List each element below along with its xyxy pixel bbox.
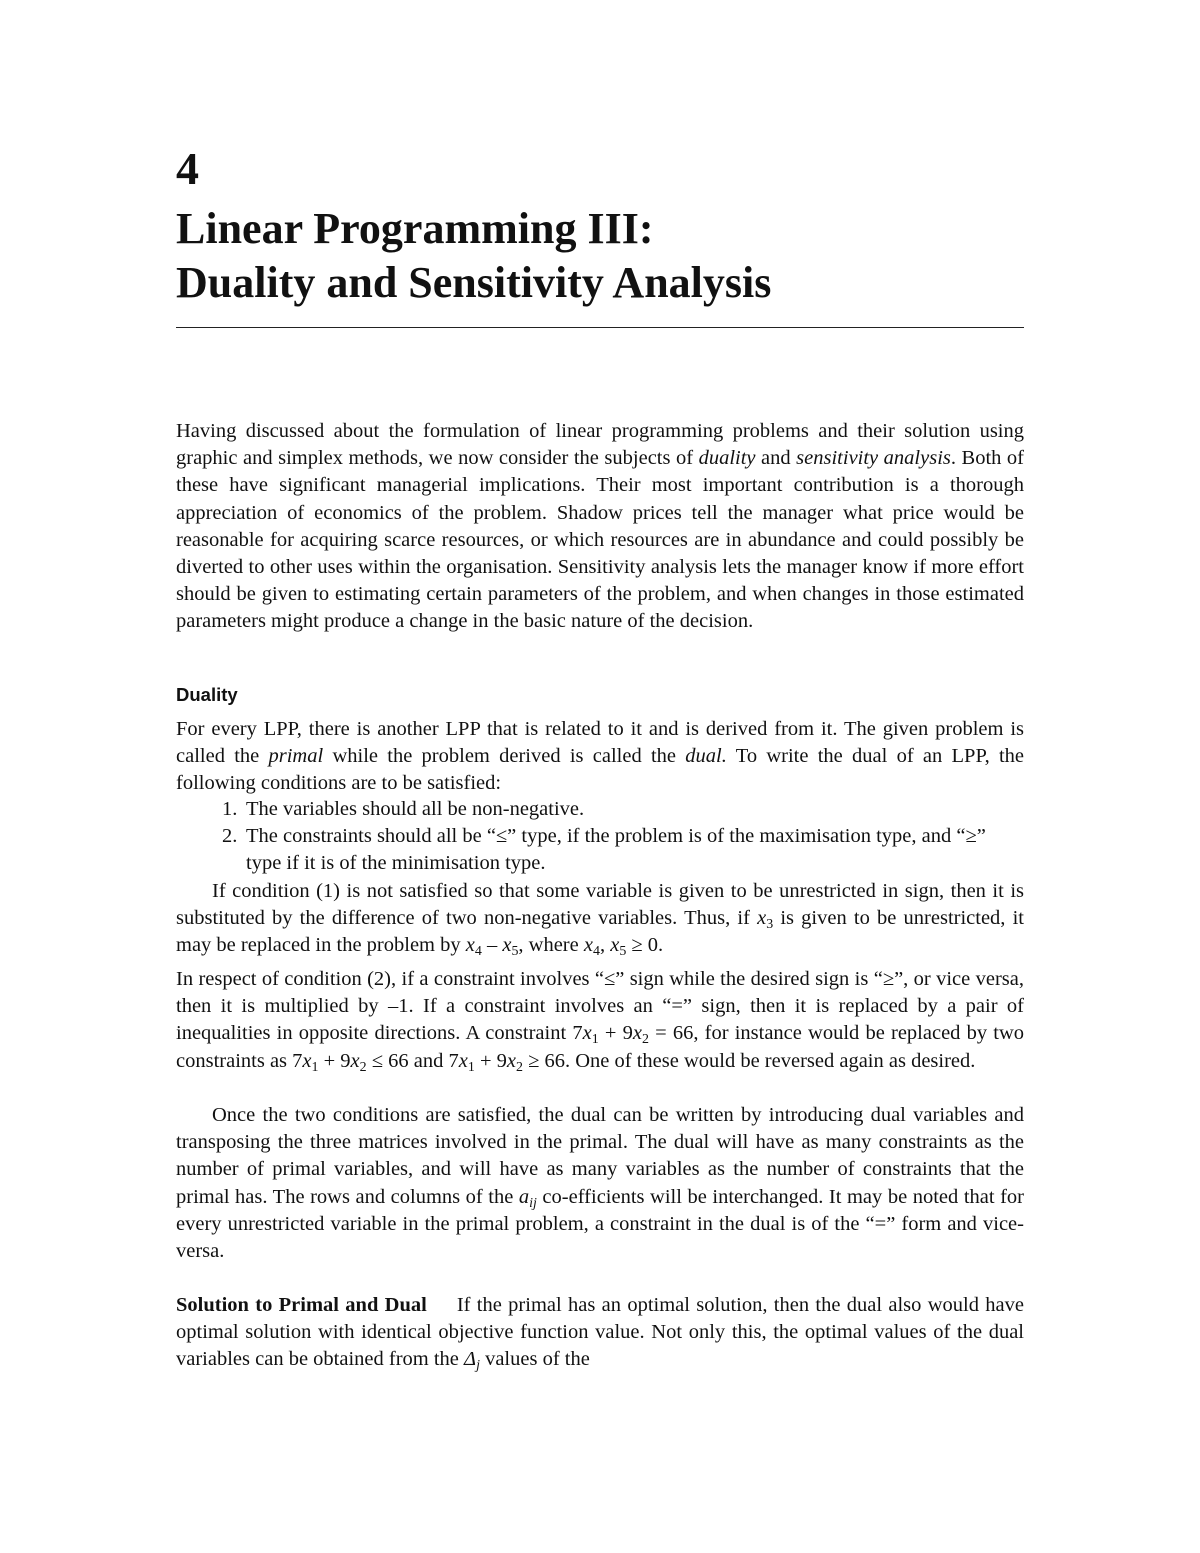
variable: x	[350, 1049, 360, 1072]
subscript: 4	[474, 944, 482, 960]
text-run: ,	[599, 934, 611, 957]
text-run: , for instance would be replaced by two constraints as	[176, 1022, 1025, 1072]
chapter-title	[176, 202, 771, 310]
text-run: If the primal has an optimal solution, then the dual also would have optimal solution with identical objective function value. Not only this, the optimal values of the dual variables can be obtained from the	[176, 1294, 1024, 1371]
variable: a	[518, 1185, 530, 1208]
text-run: + 9	[598, 1022, 633, 1045]
text-run: , where	[518, 934, 584, 957]
intro-text-2: and	[755, 447, 797, 470]
subscript: j	[476, 1358, 480, 1374]
sensitivity-analysis-term: sensitivity analysis	[796, 447, 951, 470]
variable: Δ	[464, 1348, 477, 1371]
condition-item	[176, 823, 1024, 877]
subscript: ij	[529, 1195, 537, 1211]
text-run: ≥ 0.	[626, 934, 664, 957]
solution-heading: Solution to Primal and Dual	[176, 1294, 427, 1316]
intro-paragraph	[176, 418, 1024, 636]
text-run: In respect of condition (2), if a constraint involves “≤” sign while the desired sign is “≥”, or vice versa, then it is multiplied by –1. If a constraint involves an “=” sign, then it is replaced by a pair of inequalities in opposite directions. A constraint	[176, 968, 1024, 1045]
text-run: = 66	[648, 1022, 694, 1045]
text-run: + 9	[474, 1049, 507, 1072]
text-run: values of the	[479, 1348, 590, 1371]
condition-item	[176, 796, 1024, 823]
text-run: and	[408, 1049, 449, 1072]
title-divider	[176, 327, 1024, 328]
variable: x	[506, 1049, 516, 1072]
text-run: 7	[292, 1049, 303, 1072]
variable: x	[610, 934, 620, 957]
text-run: co-efficients will be interchanged. It may be noted that for every unrestricted variable in the primal problem, a constraint in the dual is of the “=” form and vice-versa.	[176, 1185, 1025, 1263]
variable: x	[502, 934, 512, 957]
chapter-title-line-2: Duality and Sensitivity Analysis	[176, 258, 772, 307]
dual-term: dual.	[685, 745, 727, 768]
condition-text: The variables should all be non-negative.	[246, 798, 585, 820]
conditions-list	[176, 796, 1024, 878]
dual-construction-paragraph	[176, 1102, 1024, 1265]
subscript: 1	[311, 1059, 319, 1075]
variable: x	[757, 907, 767, 930]
chapter-number: 4	[176, 143, 199, 194]
variable: x	[302, 1049, 312, 1072]
solution-paragraph	[176, 1292, 1024, 1374]
variable: x	[458, 1049, 468, 1072]
subscript: 2	[516, 1059, 523, 1075]
condition-2-paragraph	[176, 966, 1024, 1075]
duality-intro-text-3: To write the dual of an LPP, the following conditions are to be satisfied:	[176, 745, 1024, 795]
text-run: Once the two conditions are satisfied, the dual can be written by introducing dual variables and transposing the three matrices involved in the primal. The dual will have as many constraints as the number of primal variables, and will have as many variables as the number of constraints that the primal has. The rows and columns of the	[176, 1104, 1024, 1208]
condition-number: 1.	[222, 798, 238, 820]
duality-intro-text-1: For every LPP, there is another LPP that is related to it and is derived from it. The given problem is called the	[176, 718, 1024, 768]
condition-1-paragraph	[176, 878, 1024, 960]
variable: x	[583, 934, 593, 957]
subscript: 4	[592, 944, 600, 960]
text-run: + 9	[318, 1049, 351, 1072]
condition-text: The constraints should all be “≤” type, if the problem is of the maximisation type, and “≥” type if it is of the minimisation type.	[246, 825, 986, 875]
duality-intro-paragraph	[176, 716, 1024, 798]
variable: x	[582, 1022, 592, 1045]
duality-heading: Duality	[176, 684, 238, 705]
subscript: 2	[359, 1059, 367, 1075]
text-run: –	[481, 934, 503, 957]
subscript: 5	[511, 944, 519, 960]
subscript: 2	[641, 1032, 649, 1048]
subscript: 5	[619, 944, 627, 960]
condition-number: 2.	[222, 825, 238, 848]
subscript: 1	[467, 1059, 475, 1075]
text-run: . One of these would be reversed again as desired.	[564, 1049, 976, 1072]
subscript: 3	[766, 917, 774, 933]
variable: x	[632, 1022, 642, 1045]
subscript: 1	[591, 1032, 599, 1048]
text-run: 7	[448, 1049, 459, 1072]
duality-term: duality	[698, 447, 756, 470]
text-run: is given to be unrestricted, it may be replaced in the problem by	[176, 907, 1024, 957]
duality-intro-text-2: while the problem derived is called the	[323, 745, 686, 768]
text-run: If condition (1) is not satisfied so that some variable is given to be unrestricted in sign, then it is substituted by the difference of two non-negative variables. Thus, if	[176, 880, 1024, 930]
intro-text-3: . Both of these have significant managerial implications. Their most important contribution is a thorough appreciation of economics of the problem. Shadow prices tell the manager what price would be reasonable for acquiring scarce resources, or which resources are in abundance and could possibly be diverted to other uses within the organisation. Sensitivity analysis lets the manager know if more effort should be given to estimating certain parameters of the problem, and when changes in those estimated parameters might produce a change in the basic nature of the decision.	[176, 447, 1024, 633]
text-run: ≥ 66	[522, 1049, 565, 1072]
text-run: 7	[572, 1022, 583, 1045]
primal-term: primal	[268, 745, 324, 768]
variable: x	[465, 934, 475, 957]
chapter-title-line-1: Linear Programming III:	[176, 204, 654, 253]
text-run: ≤ 66	[366, 1049, 409, 1072]
intro-text-1: Having discussed about the formulation of linear programming problems and their solution using graphic and simplex methods, we now consider the subjects of	[176, 420, 1024, 470]
